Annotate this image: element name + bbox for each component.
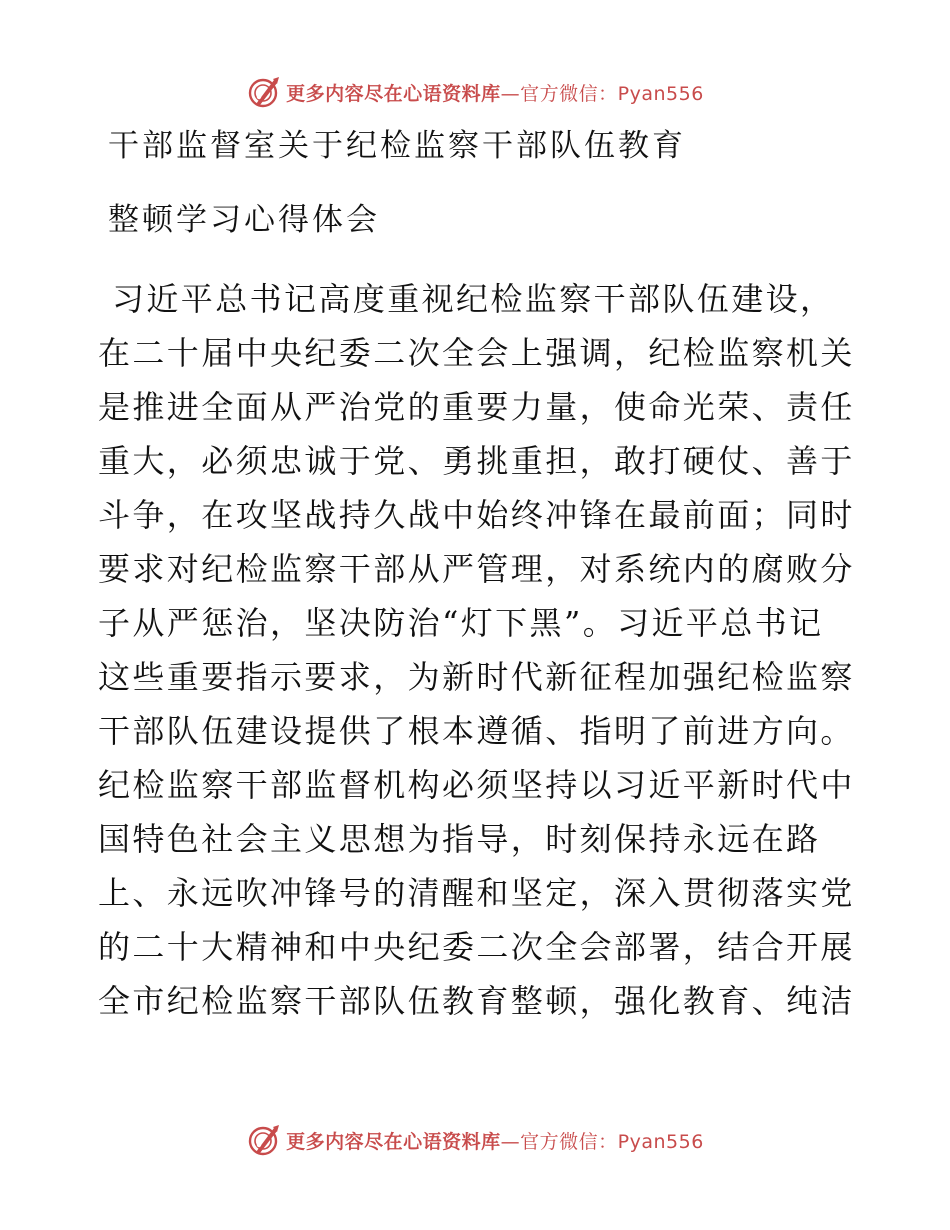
body-line: 国特色社会主义思想为指导，时刻保持永远在路 bbox=[98, 820, 821, 858]
body-line: 斗争，在攻坚战持久战中始终冲锋在最前面；同时 bbox=[98, 496, 855, 534]
banner-prefix: 更多内容尽在心语资料库 bbox=[286, 1130, 501, 1153]
quill-logo-icon bbox=[246, 74, 282, 110]
banner-suffix: —官方微信：Pyan556 bbox=[500, 82, 704, 105]
document-body bbox=[98, 272, 858, 1028]
quill-logo-icon bbox=[246, 1122, 282, 1158]
body-line: 的二十大精神和中央纪委二次全会部署，结合开展 bbox=[98, 928, 855, 966]
body-line: 重大，必须忠诚于党、勇挑重担，敢打硬仗、善于 bbox=[98, 442, 855, 480]
body-line: 子从严惩治，坚决防治“灯下黑”。习近平总书记 bbox=[98, 604, 824, 642]
body-line: 是推进全面从严治党的重要力量，使命光荣、责任 bbox=[98, 388, 855, 426]
banner-text bbox=[286, 1127, 704, 1154]
body-line: 要求对纪检监察干部从严管理，对系统内的腐败分 bbox=[98, 550, 855, 588]
body-line: 干部队伍建设提供了根本遵循、指明了前进方向。 bbox=[98, 712, 855, 750]
banner-suffix: —官方微信：Pyan556 bbox=[500, 1130, 704, 1153]
body-line: 上、永远吹冲锋号的清醒和坚定，深入贯彻落实党 bbox=[98, 874, 855, 912]
body-line: 纪检监察干部监督机构必须坚持以习近平新时代中 bbox=[98, 766, 855, 804]
body-line: 全市纪检监察干部队伍教育整顿，强化教育、纯洁 bbox=[98, 982, 855, 1020]
body-line: 习近平总书记高度重视纪检监察干部队伍建设， bbox=[112, 280, 835, 318]
header-watermark-banner bbox=[0, 72, 950, 112]
document-title-line-2: 整顿学习心得体会 bbox=[108, 202, 380, 238]
banner-prefix: 更多内容尽在心语资料库 bbox=[286, 82, 501, 105]
body-line: 在二十届中央纪委二次全会上强调，纪检监察机关 bbox=[98, 334, 855, 372]
banner-text bbox=[286, 79, 704, 106]
document-title-line-1: 干部监督室关于纪检监察干部队伍教育 bbox=[108, 128, 686, 164]
body-line: 这些重要指示要求，为新时代新征程加强纪检监察 bbox=[98, 658, 855, 696]
footer-watermark-banner bbox=[0, 1120, 950, 1160]
